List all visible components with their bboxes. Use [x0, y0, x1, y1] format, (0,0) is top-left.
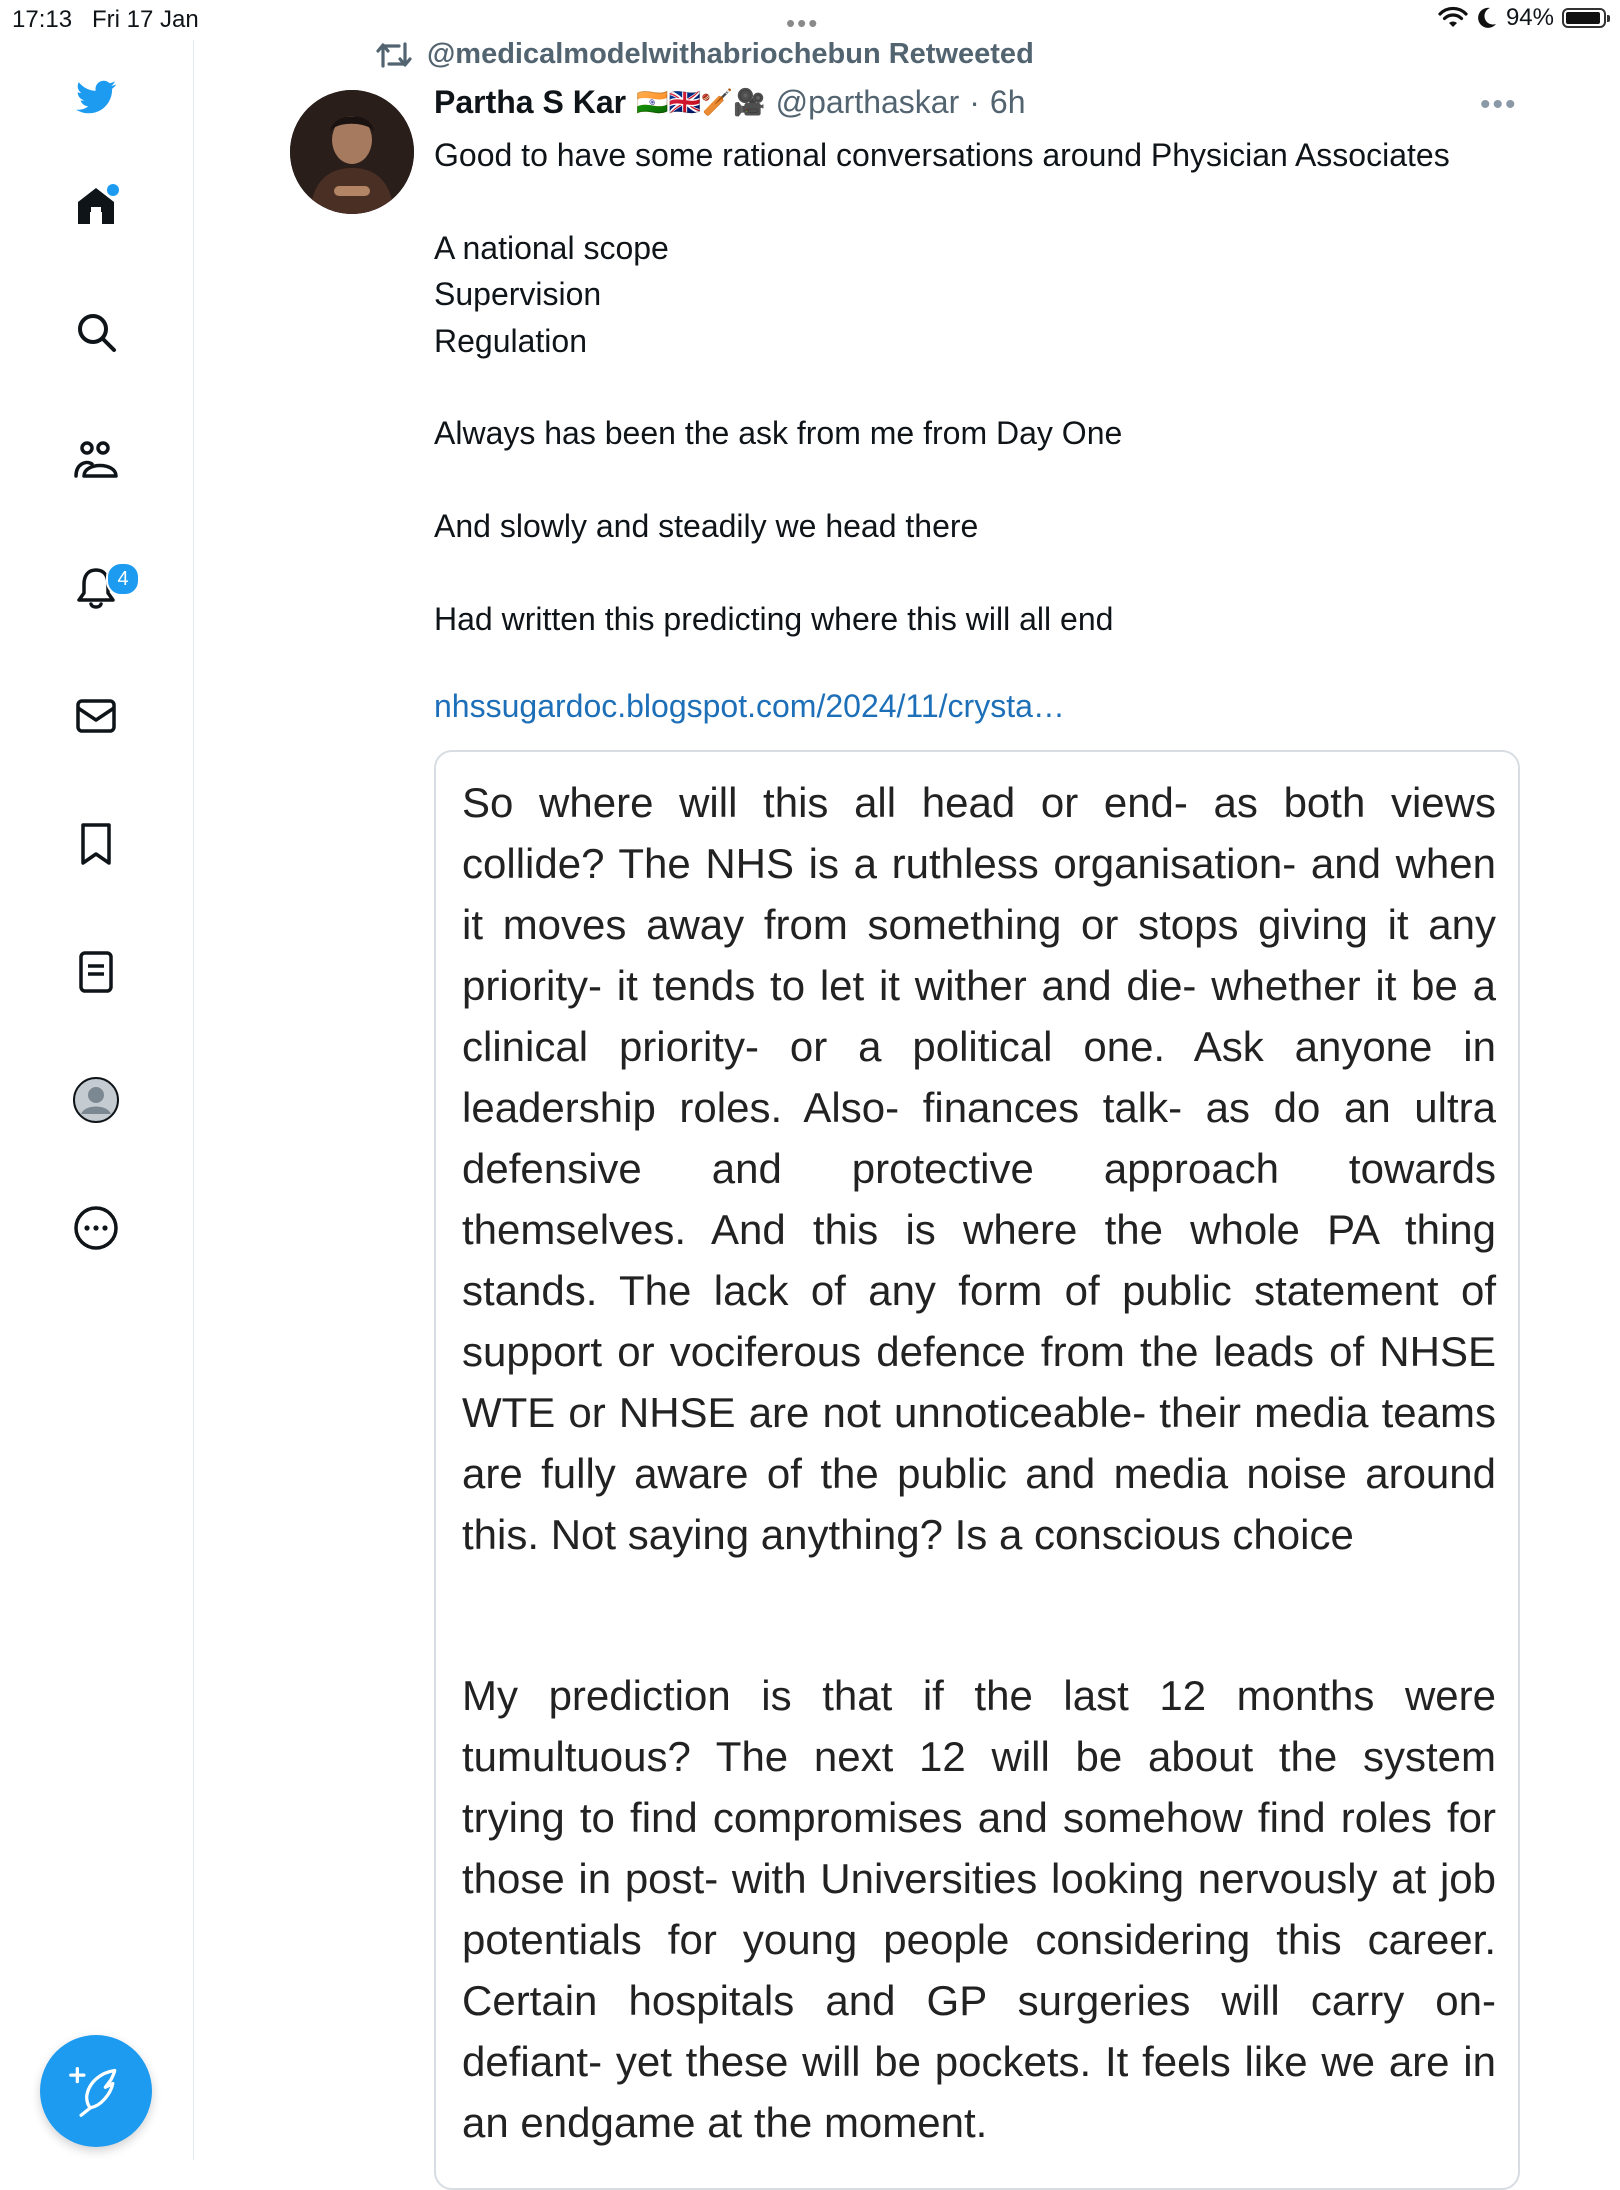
nav-bookmarks[interactable] [66, 814, 126, 874]
mail-icon [72, 692, 120, 740]
nav-profile[interactable] [66, 1070, 126, 1130]
quote-paragraph-2: My prediction is that if the last 12 months were tumultuous? The next 12 will be about the system trying to find compromises and somehow find roles for those in post- with Universities looking nervously at job potentials for young people considering this career. Certain hospitals and GP surgeries will carry on-defiant- yet these will be pockets. It feels like we are in an endgame at the moment. [462, 1672, 1496, 2146]
list-icon [72, 948, 120, 996]
sidebar [0, 40, 194, 2160]
tweet-header [434, 84, 1026, 121]
multitasking-dots-icon[interactable]: ••• [786, 8, 820, 38]
search-icon [72, 308, 120, 356]
battery-icon [1562, 8, 1606, 28]
twitter-bird-icon[interactable] [66, 67, 126, 127]
retweeted-by-label: @medicalmodelwithabriochebun Retweeted [427, 38, 1034, 70]
battery-percent: 94% [1505, 4, 1554, 31]
author-avatar[interactable] [290, 90, 414, 214]
nav-messages[interactable] [66, 686, 126, 746]
author-handle[interactable]: @parthaskar [775, 84, 960, 120]
quoted-image-card[interactable] [434, 750, 1520, 2190]
people-icon [72, 436, 120, 484]
nav-home[interactable] [66, 176, 126, 236]
nav-explore[interactable] [66, 302, 126, 362]
author-emoji: 🇮🇳🇬🇧🏏🎥 [636, 87, 766, 117]
nav-communities[interactable] [66, 430, 126, 490]
retweet-icon [375, 40, 413, 70]
nav-notifications[interactable] [66, 558, 129, 618]
nav-lists[interactable] [66, 942, 126, 1002]
status-indicators [1438, 4, 1606, 32]
compose-feather-icon [68, 2063, 124, 2119]
status-time: 17:13 [12, 6, 73, 33]
retweet-context[interactable] [375, 38, 1034, 71]
more-circle-icon [72, 1204, 120, 1252]
wifi-icon [1438, 6, 1468, 30]
nav-more[interactable] [66, 1198, 126, 1258]
tweet-more-button[interactable]: ••• [1480, 88, 1518, 121]
tweet-body: Good to have some rational conversations around Physician Associates A national scope Supervision Regulation Always has been the ask from me from Day One And slowly and steadily we head there Had written this predicting where this will all end [434, 137, 1450, 638]
author-photo-icon [290, 90, 414, 214]
tweet-timestamp[interactable]: 6h [989, 84, 1026, 120]
tweet-link[interactable]: nhssugardoc.blogspot.com/2024/11/crysta… [434, 688, 1065, 724]
status-date: Fri 17 Jan [92, 6, 199, 33]
avatar-icon [72, 1076, 120, 1124]
quote-paragraph-1: So where will this all head or end- as both views collide? The NHS is a ruthless organisation- and when it moves away from something or stops giving it any priority- it tends to let it wither and die- whether it be a clinical priority- or a political one. Ask anyone in leadership roles. Also- finances talk- as do an ultra defensive and protective approach towards themselves. And this is where the whole PA thing stands. The lack of any form of public statement of support or vociferous defence from the leads of NHSE WTE or NHSE are not unnoticeable- their media teams are fully aware of the public and media noise around this. Not saying anything? Is a conscious choice [462, 779, 1496, 1558]
time-separator: · [969, 84, 980, 120]
compose-tweet-button[interactable] [40, 2035, 152, 2147]
status-bar [0, 0, 1620, 40]
notification-badge: 4 [106, 562, 140, 596]
moon-icon [1476, 6, 1498, 30]
author-name[interactable]: Partha S Kar [434, 84, 627, 120]
bookmark-icon [72, 820, 120, 868]
home-notification-dot [107, 184, 119, 196]
battery-level [1566, 12, 1600, 24]
